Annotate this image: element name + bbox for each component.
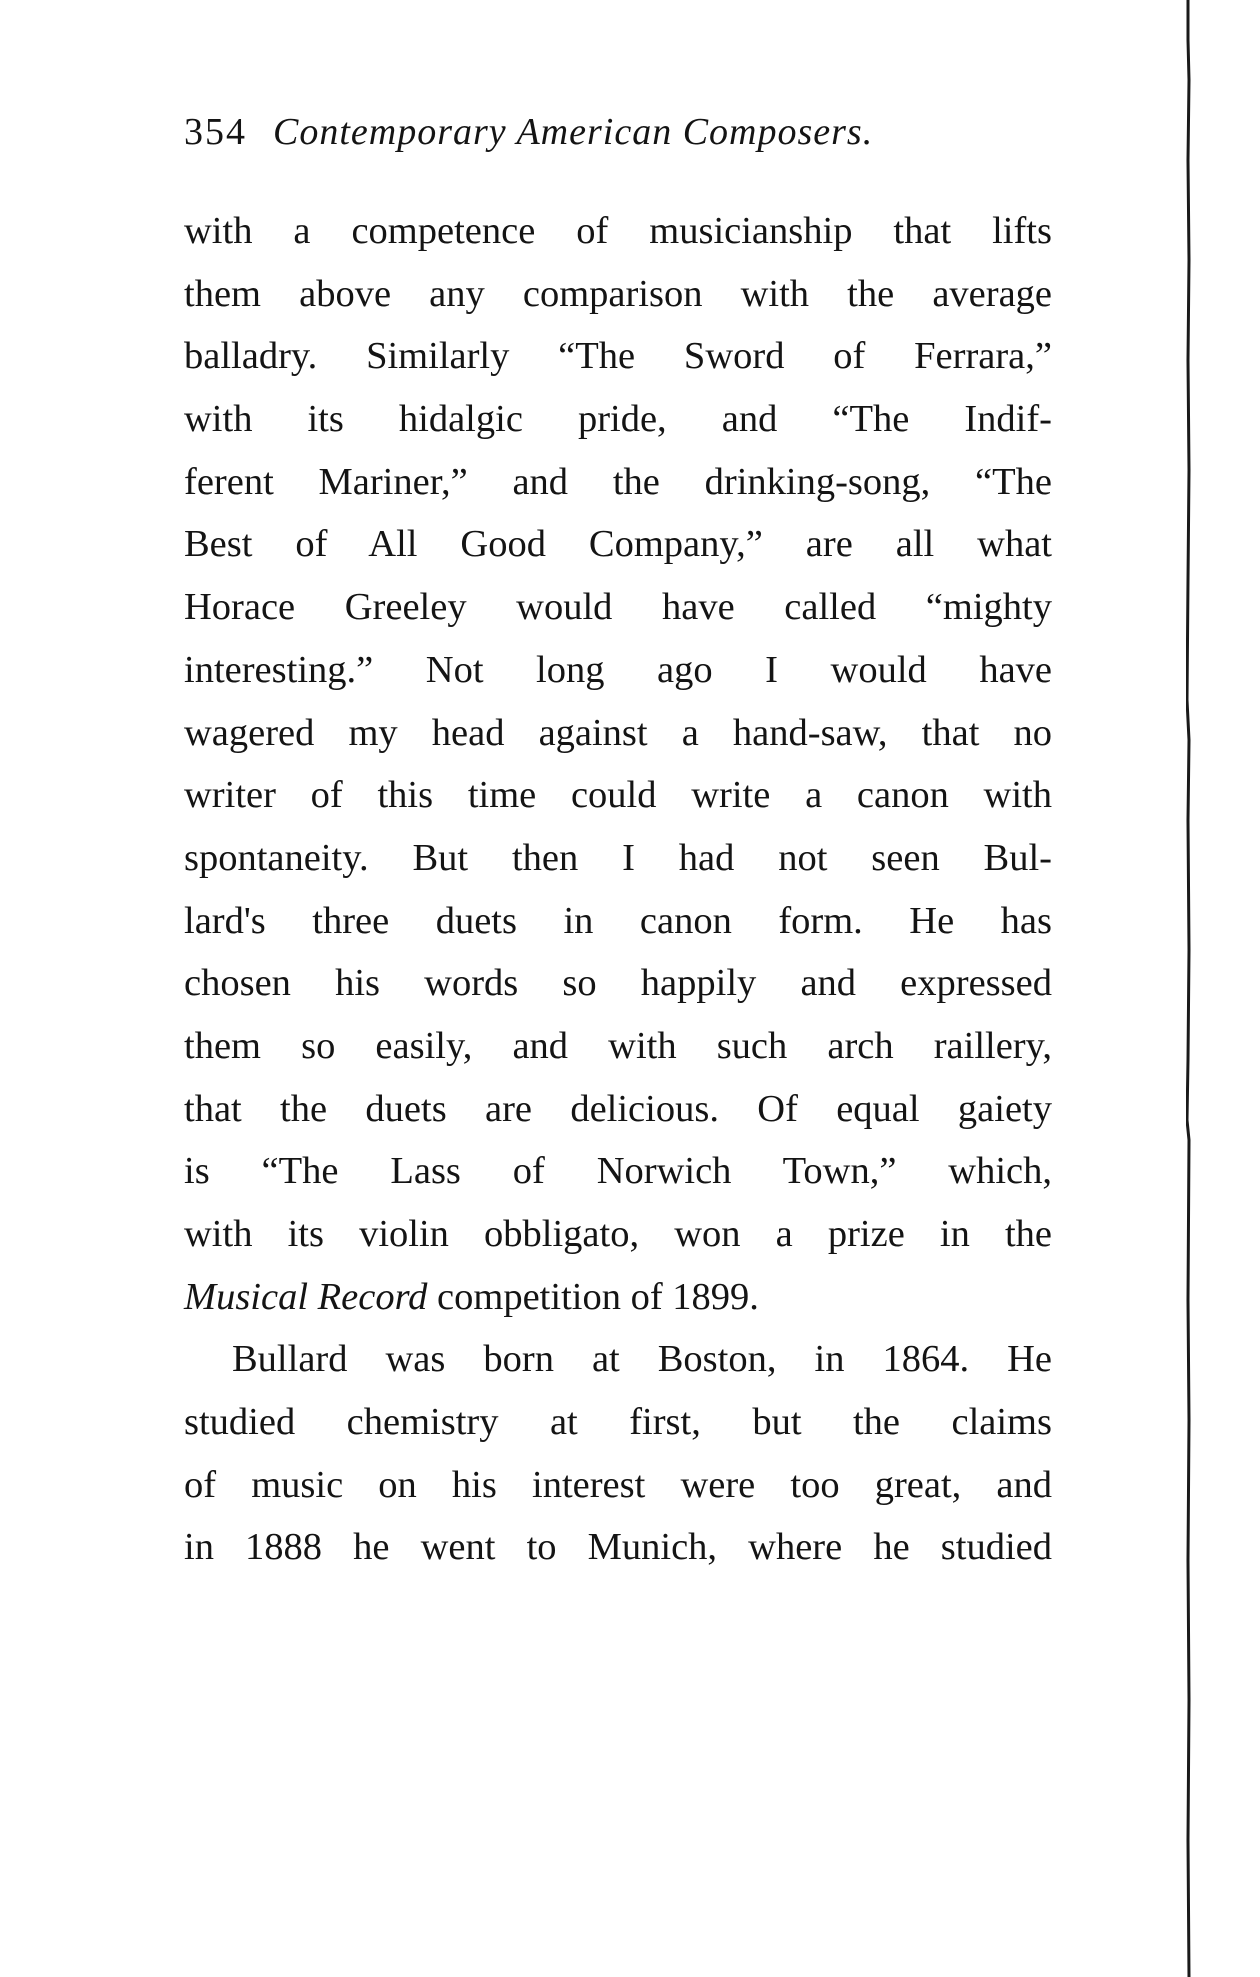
body-text — [184, 200, 1052, 1579]
text-line: balladry. Similarly “The Sword of Ferrara,” — [184, 335, 1052, 378]
paragraph-2 — [184, 1328, 1052, 1579]
text-line: with its hidalgic pride, and “The Indif- — [184, 398, 1052, 441]
text-line: in 1888 he went to Munich, where he studied — [184, 1526, 1052, 1569]
text-line: is “The Lass of Norwich Town,” which, — [184, 1150, 1052, 1193]
text-line: Best of All Good Company,” are all what — [184, 523, 1052, 566]
publication-title: Musical Record — [184, 1275, 428, 1318]
text-line: wagered my head against a hand-saw, that no — [184, 711, 1052, 754]
text-line — [184, 1266, 1052, 1329]
text-line: with its violin obbligato, won a prize in the — [184, 1213, 1052, 1255]
text-line: writer of this time could write a canon with — [184, 774, 1052, 817]
text-line: lard's three duets in canon form. He has — [184, 899, 1052, 942]
text-line: ferent Mariner,” and the drinking-song, “The — [184, 460, 1052, 503]
text-line: of music on his interest were too great, and — [184, 1463, 1052, 1506]
text-line: interesting.” Not long ago I would have — [184, 648, 1052, 691]
text-line: Bullard was born at Boston, in 1864. He — [232, 1338, 1052, 1381]
text-line: chosen his words so happily and expressed — [184, 962, 1052, 1005]
page-number: 354 — [184, 111, 247, 153]
text-line: spontaneity. But then I had not seen Bul- — [184, 836, 1052, 879]
gutter-edge-line — [1186, 0, 1191, 1977]
text-fragment: competition of 1899. — [427, 1275, 759, 1318]
paragraph-1 — [184, 200, 1052, 1328]
text-line: that the duets are delicious. Of equal gaiety — [184, 1087, 1052, 1130]
running-title: Contemporary American Composers. — [273, 111, 874, 153]
text-line: with a competence of musicianship that lifts — [184, 210, 1052, 252]
text-line: them above any comparison with the average — [184, 272, 1052, 315]
running-header — [184, 108, 873, 156]
text-line: studied chemistry at first, but the claims — [184, 1401, 1052, 1444]
page-gutter-edge — [1186, 0, 1191, 1977]
text-line: Horace Greeley would have called “mighty — [184, 586, 1052, 629]
text-line: them so easily, and with such arch raillery, — [184, 1024, 1052, 1067]
